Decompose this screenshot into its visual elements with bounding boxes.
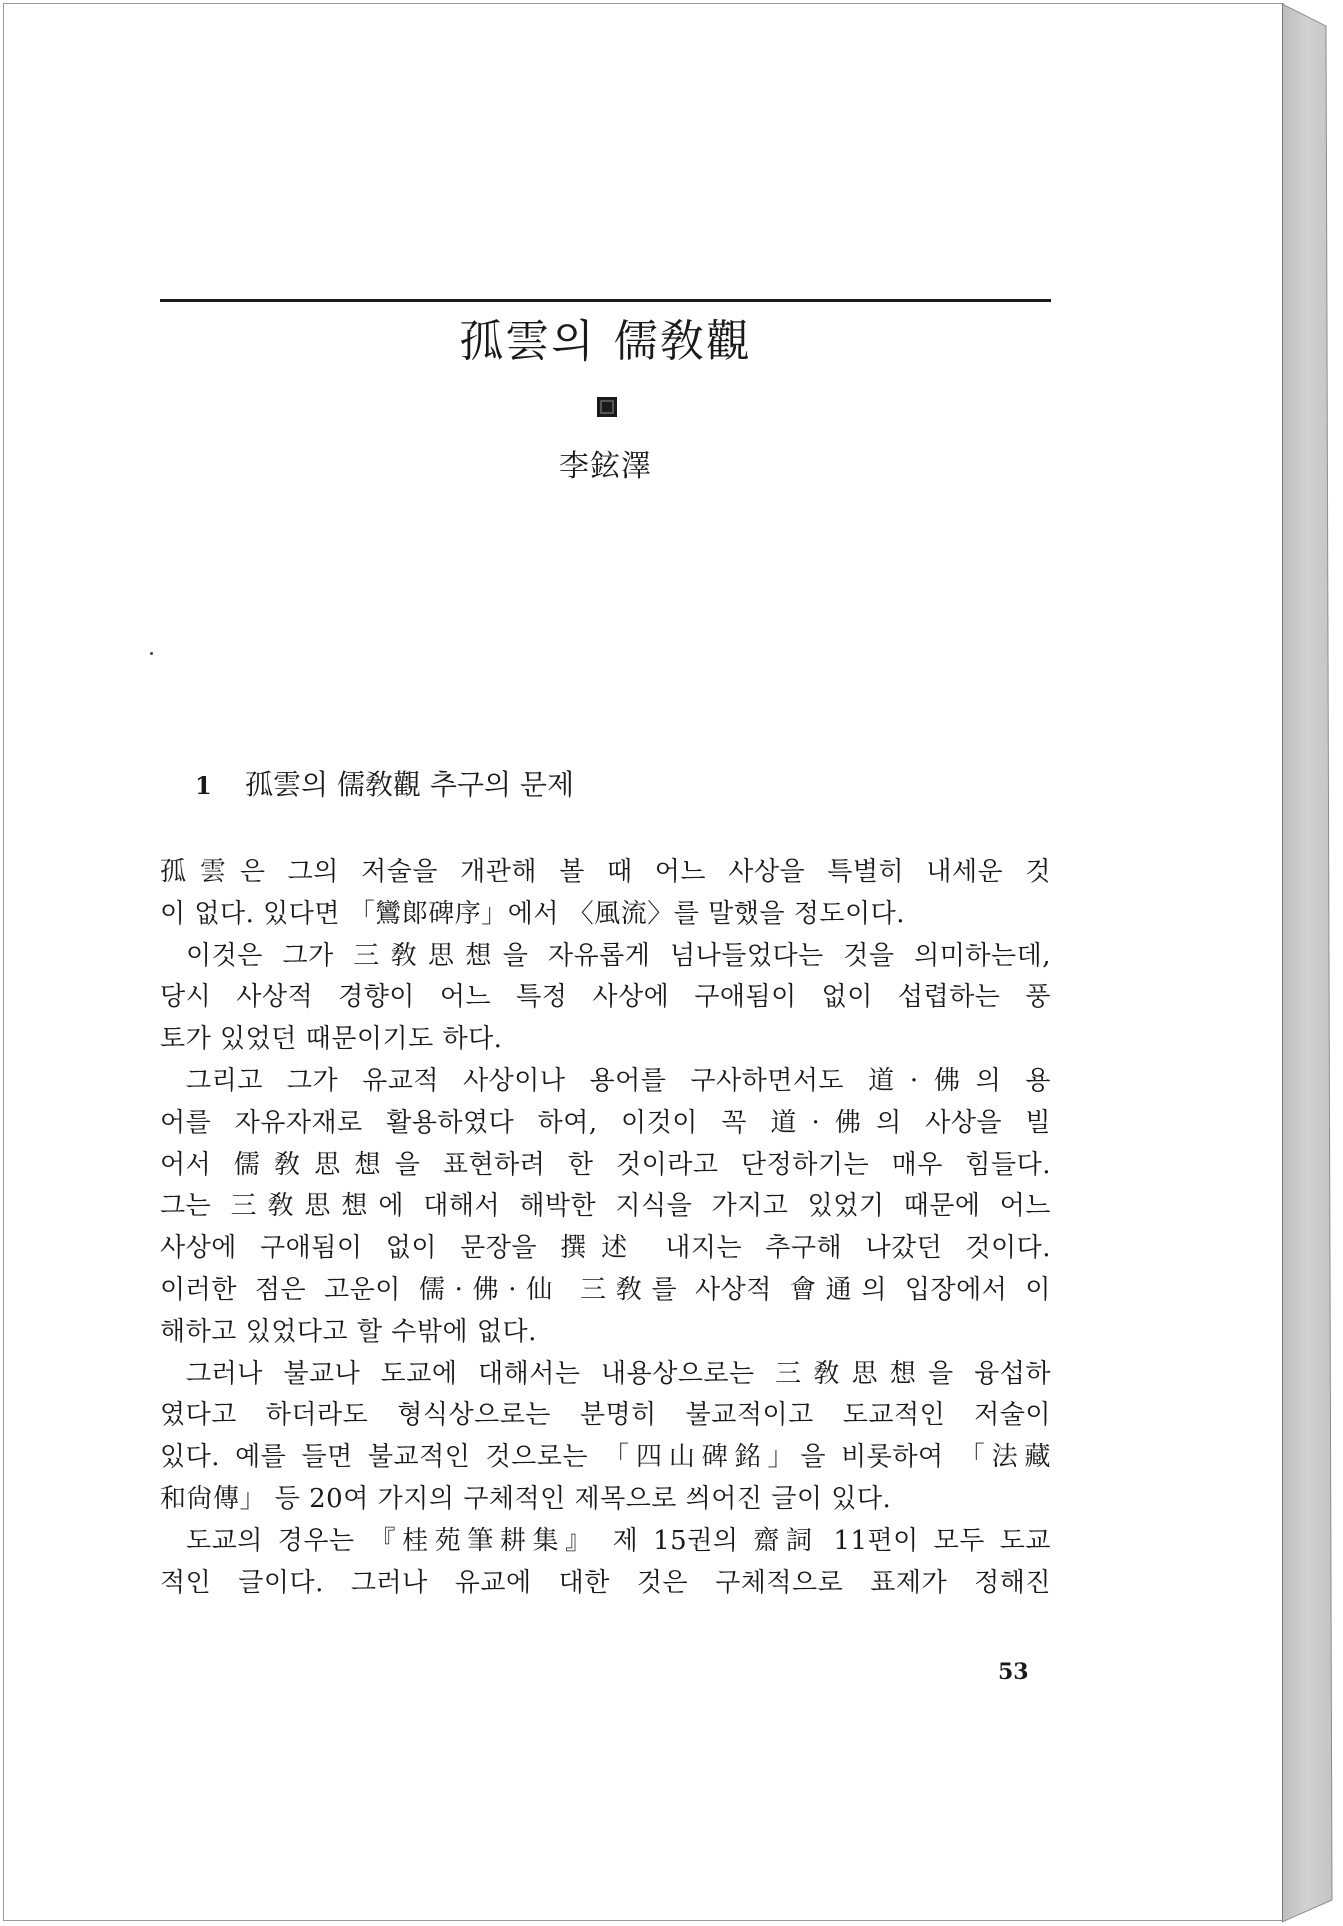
article-title-part1: 孤雲의 <box>459 316 596 367</box>
section-title: 孤雲의 儒敎觀 추구의 문제 <box>245 768 574 801</box>
body-line: 그러나 불교나 도교에 대해서는 내용상으로는 三敎思想을 융섭하 <box>186 1358 1051 1389</box>
author-name: 李鉉澤 <box>559 449 652 484</box>
body-line: 이 없다. 있다면 「鸞郞碑序」에서 〈風流〉를 말했을 정도이다. <box>160 898 905 929</box>
article-title <box>160 310 1051 374</box>
body-line: 였다고 하더라도 형식상으로는 분명히 불교적이고 도교적인 저술이 <box>160 1400 1051 1431</box>
body-line: 어서 儒敎思想을 표현하려 한 것이라고 단정하기는 매우 힘들다. <box>160 1149 1051 1180</box>
title-ornament-square <box>597 397 617 417</box>
body-line: 당시 사상적 경향이 어느 특정 사상에 구애됨이 없이 섭렵하는 풍 <box>160 982 1051 1013</box>
body-line: 해하고 있었다고 할 수밖에 없다. <box>160 1316 537 1347</box>
body-line: 그리고 그가 유교적 사상이나 용어를 구사하면서도 道·佛의 용 <box>186 1065 1051 1096</box>
body-line: 和尙傳」 등 20여 가지의 구체적인 제목으로 씌어진 글이 있다. <box>160 1483 892 1514</box>
section-heading <box>195 763 574 808</box>
article-title-part2: 儒敎觀 <box>613 316 752 367</box>
title-rule <box>160 299 1051 302</box>
print-speck <box>150 652 153 655</box>
body-line: 이것은 그가 三敎思想을 자유롭게 넘나들었다는 것을 의미하는데, <box>186 940 1051 971</box>
page-number: 53 <box>998 1659 1029 1685</box>
body-line: 있다. 예를 들면 불교적인 것으로는 「四山碑銘」을 비롯하여 「法藏 <box>160 1442 1051 1473</box>
book-spine-edge <box>1282 0 1340 1926</box>
section-number: 1 <box>195 771 212 800</box>
body-line: 토가 있었던 때문이기도 하다. <box>160 1024 503 1055</box>
body-line: 사상에 구애됨이 없이 문장을 撰述 내지는 추구해 나갔던 것이다. <box>160 1233 1051 1264</box>
body-line: 그는 三敎思想에 대해서 해박한 지식을 가지고 있었기 때문에 어느 <box>160 1191 1051 1222</box>
body-text <box>160 852 1051 1604</box>
body-line: 도교의 경우는 『桂苑筆耕集』 제 15권의 齋詞 11편이 모두 도교 <box>186 1525 1051 1556</box>
body-line: 孤雲은 그의 저술을 개관해 볼 때 어느 사상을 특별히 내세운 것 <box>160 857 1051 887</box>
body-line: 적인 글이다. 그러나 유교에 대한 것은 구체적으로 표제가 정해진 <box>160 1567 1051 1598</box>
body-line: 어를 자유자재로 활용하였다 하여, 이것이 꼭 道·佛의 사상을 빌 <box>160 1107 1051 1138</box>
body-line: 이러한 점은 고운이 儒·佛·仙 三敎를 사상적 會通의 입장에서 이 <box>160 1274 1051 1305</box>
